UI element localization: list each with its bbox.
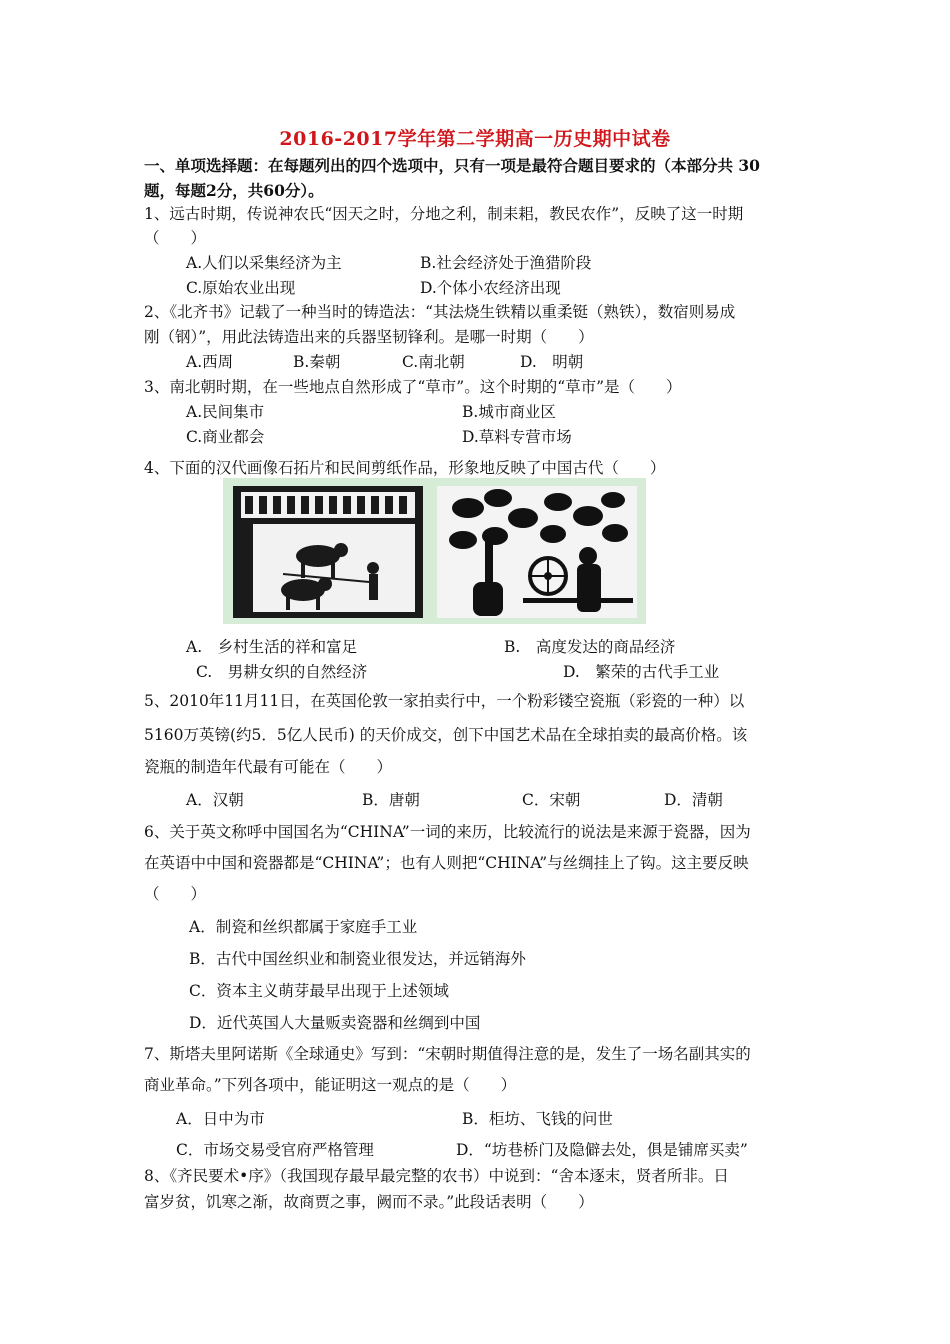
question-2-line1: 2、《北齐书》记载了一种当时的铸造法：“其法烧生铁精以重柔铤（熟铁），数宿则易成	[144, 303, 736, 321]
question-3-line1: 3、南北朝时期，在一些地点自然形成了“草市”。这个时期的“草市”是（ ）	[144, 378, 682, 396]
question-7-line1: 7、斯塔夫里阿诺斯《全球通史》写到：“宋朝时期值得注意的是，发生了一场名副其实的	[144, 1045, 751, 1063]
q1-option-b: B.社会经济处于渔猎阶段	[420, 254, 592, 272]
q6-option-d: D．近代英国人大量贩卖瓷器和丝绸到中国	[189, 1014, 481, 1032]
question-5-line3: 瓷瓶的制造年代最有可能在（ ）	[144, 758, 393, 776]
q6-option-b: B．古代中国丝织业和制瓷业很发达，并远销海外	[189, 950, 526, 968]
question-5-line1: 5、2010年11月11日，在英国伦敦一家拍卖行中，一个粉彩镂空瓷瓶（彩瓷的一种）以	[144, 692, 745, 710]
section-heading-line2: 题，每题2分，共60分）。	[144, 181, 324, 200]
question-8-line2: 富岁贫，饥寒之渐，故商贾之事，阙而不录。”此段话表明（ ）	[144, 1193, 594, 1211]
q3-option-d: D.草料专营市场	[462, 428, 572, 446]
question-6-line1: 6、关于英文称呼中国国名为“CHINA”一词的来历，比较流行的说法是来源于瓷器，因为	[144, 823, 751, 841]
q1-option-d: D.个体小农经济出现	[420, 279, 561, 297]
q1-option-c: C.原始农业出现	[186, 279, 296, 297]
q5-option-a: A．汉朝	[186, 791, 244, 809]
question-1-line1: 1、远古时期，传说神农氏“因天之时，分地之利，制耒耜，教民农作”，反映了这一时期	[144, 205, 744, 223]
q6-option-c: C．资本主义萌芽最早出现于上述领域	[189, 982, 449, 1000]
q6-option-a: A．制瓷和丝织都属于家庭手工业	[189, 918, 418, 936]
question-4-illustrations	[223, 478, 646, 624]
page-title: 2016-2017学年第二学期高一历史期中试卷	[279, 128, 671, 150]
question-6-line2: 在英语中中国和瓷器都是“CHINA”；也有人则把“CHINA”与丝绸挂上了钩。这主要反映	[144, 854, 749, 872]
q2-option-b: B.秦朝	[293, 353, 341, 371]
q5-option-d: D．清朝	[664, 791, 723, 809]
q7-option-d: D．“坊巷桥门及隐僻去处，俱是铺席买卖”	[456, 1141, 748, 1159]
stone-rubbing-and-papercut-image	[223, 478, 646, 624]
question-5-line2: 5160万英镑(约5．5亿人民币) 的天价成交，创下中国艺术品在全球拍卖的最高价格。该	[144, 726, 748, 744]
q5-option-c: C．宋朝	[522, 791, 581, 809]
question-7-line2: 商业革命。”下列各项中，能证明这一观点的是（ ）	[144, 1076, 517, 1094]
q5-option-b: B．唐朝	[362, 791, 420, 809]
q4-option-c: C. 男耕女织的自然经济	[196, 663, 368, 681]
q3-option-a: A.民间集市	[186, 403, 265, 421]
question-1-line2: （ ）	[144, 229, 207, 247]
q2-option-d: D. 明朝	[520, 353, 584, 371]
q4-option-a: A. 乡村生活的祥和富足	[186, 638, 358, 656]
q2-option-c: C.南北朝	[402, 353, 465, 371]
q4-option-d: D. 繁荣的古代手工业	[563, 663, 720, 681]
q7-option-c: C．市场交易受官府严格管理	[176, 1141, 374, 1159]
q3-option-c: C.商业都会	[186, 428, 265, 446]
question-8-line1: 8、《齐民要术•序》（我国现存最早最完整的农书）中说到：“舍本逐末，贤者所非。日	[144, 1167, 729, 1185]
question-2-line2: 刚（钢）”，用此法铸造出来的兵器坚韧锋利。是哪一时期（ ）	[144, 328, 594, 346]
question-6-line3: （ ）	[144, 885, 207, 903]
section-heading-line1: 一、单项选择题：在每题列出的四个选项中，只有一项是最符合题目要求的（本部分共 30	[144, 156, 760, 175]
q3-option-b: B.城市商业区	[462, 403, 556, 421]
question-4-line1: 4、下面的汉代画像石拓片和民间剪纸作品，形象地反映了中国古代（ ）	[144, 459, 666, 477]
q7-option-a: A．日中为市	[176, 1110, 265, 1128]
q1-option-a: A.人们以采集经济为主	[186, 254, 342, 272]
q7-option-b: B．柜坊、飞钱的问世	[462, 1110, 613, 1128]
q2-option-a: A.西周	[186, 353, 234, 371]
q4-option-b: B. 高度发达的商品经济	[504, 638, 676, 656]
